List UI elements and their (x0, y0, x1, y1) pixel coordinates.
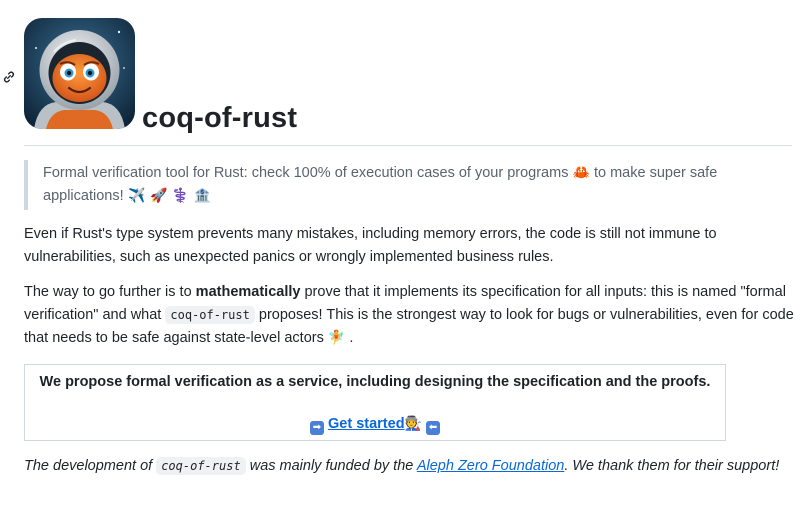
arrow-right-icon: ➡ (310, 421, 324, 435)
para3-middle: was mainly funded by the (245, 458, 417, 474)
para2-middle: prove that it implements its specification for all inputs: this is named "formal verification" and what (24, 284, 786, 323)
service-callout (24, 364, 726, 441)
paragraph-type-system: Even if Rust's type system prevents many mistakes, including memory errors, the code is still not immune to vulnerabilities, such as unexpected panics or wrongly implemented business rules. (24, 226, 717, 265)
astronaut-crab-logo (24, 18, 135, 129)
worker-emoji: 🧑‍🏭 (404, 416, 422, 432)
quote-text: Formal verification tool for Rust: check 100% of execution cases of your programs (43, 165, 569, 181)
get-started-link[interactable]: Get started (328, 416, 405, 432)
link-icon[interactable] (2, 70, 16, 84)
para3-before: The development of (24, 458, 157, 474)
callout-text: We propose formal verification as a service, including designing the specification and the proofs. (39, 374, 711, 390)
quote-emojis: ✈️ 🚀 ⚕️ 🏦 (123, 188, 212, 204)
repo-title: coq-of-rust (142, 102, 298, 134)
arrow-left-icon: ⬅ (426, 421, 440, 435)
para2-end: . (349, 330, 354, 346)
para2-after: proposes! This is the strongest way to look for bugs or vulnerabilities, even for code that needs to be safe against state-level actors (24, 307, 794, 346)
paragraph-funding (24, 455, 799, 478)
get-started-row (25, 413, 725, 436)
para2-before: The way to go further is to (24, 284, 196, 300)
aleph-zero-link[interactable]: Aleph Zero Foundation (416, 458, 565, 474)
para2-bold: mathematically (195, 284, 301, 300)
title-divider (24, 145, 792, 146)
para3-after: . We thank them for their support! (564, 458, 780, 474)
quote-text-2: to make super safe applications! (43, 165, 718, 204)
fairy-emoji: 🧚 (327, 330, 346, 346)
inline-code-coq-of-rust: coq-of-rust (165, 306, 254, 324)
crab-emoji: 🦀 (572, 165, 590, 181)
inline-code-coq-of-rust-2: coq-of-rust (156, 457, 245, 475)
description-quote (24, 160, 779, 210)
paragraph-formal-verification (24, 281, 799, 350)
